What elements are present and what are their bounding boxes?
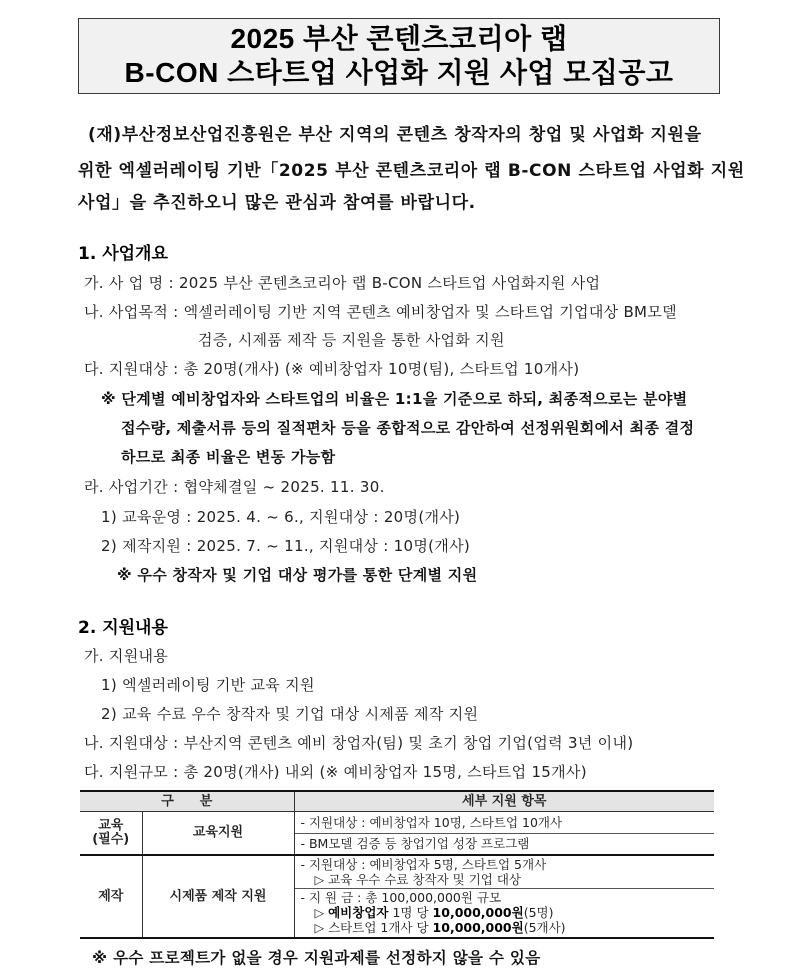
title-line-1: 2025 부산 콘텐츠코리아 랩: [230, 23, 568, 54]
category-education-line-1: 교육: [98, 817, 124, 833]
funding-prestartup-count: (5명): [523, 905, 554, 921]
funding-startup-count: (5개사): [523, 920, 566, 936]
category-production: 제작: [80, 855, 142, 938]
intro-line-1: (재)부산정보산업진흥원은 부산 지역의 콘텐츠 창작자의 창업 및 사업화 지원을: [88, 125, 702, 145]
ratio-note-line-3: 하므로 최종 비율은 변동 가능함: [121, 448, 336, 466]
business-name-label: 가. 사 업 명 :: [84, 274, 174, 292]
business-purpose-row: [84, 301, 677, 322]
ratio-note-line-2: 접수량, 제출서류 등의 질적편차 등을 종합적으로 감안하여 선정위원회에서 최종 결정: [121, 419, 695, 437]
support-content-item-2: 2) 교육 수료 우수 창작자 및 기업 대상 시제품 제작 지원: [101, 705, 479, 723]
category-education: [80, 812, 142, 855]
header-details: 세부 지원 항목: [294, 791, 714, 812]
funding-total-line: - 지 원 금 : 총 100,000,000원 규모: [300, 890, 502, 906]
detail-production-funding: [294, 889, 714, 938]
business-period-value: 협약체결일 ~ 2025. 11. 30.: [183, 478, 385, 496]
support-target-value: 총 20명(개사) (※ 예비창업자 10명(팀), 스타트업 10개사): [183, 360, 580, 378]
support-target-label: 다. 지원대상 :: [84, 360, 179, 378]
business-period-row: [84, 476, 385, 497]
funding-startup-line: [301, 920, 709, 935]
funding-prestartup-who: 예비창업자: [328, 905, 389, 921]
table-header-row: [80, 791, 714, 812]
intro-line-3: 사업」을 추진하오니 많은 관심과 참여를 바랍니다.: [78, 193, 476, 213]
funding-prestartup-amount: 10,000,000원: [432, 905, 524, 921]
business-purpose-label: 나. 사업목적 :: [84, 303, 179, 321]
period-step-production: 2) 제작지원 : 2025. 7. ~ 11., 지원대상 : 10명(개사): [101, 537, 471, 555]
detail-production-target-line: - 지원대상 : 예비창업자 5명, 스타트업 5개사: [300, 856, 547, 872]
support-content-label: 가. 지원내용: [84, 647, 169, 665]
detail-education-program: - BM모델 검증 등 창업기업 성장 프로그램: [294, 834, 714, 855]
detail-production-target-sub: ▷ 교육 우수 수료 창작자 및 기업 대상: [314, 871, 521, 887]
funding-prestartup-unit: 1명 당: [392, 905, 429, 921]
support-scale-line: 다. 지원규모 : 총 20명(개사) 내외 (※ 예비창업자 15명, 스타트업 15개사): [84, 763, 587, 781]
business-purpose-value: 엑셀러레이팅 기반 지역 콘텐츠 예비창업자 및 스타트업 기업대상 BM모델: [183, 303, 677, 321]
section-1-heading: 1. 사업개요: [78, 244, 168, 264]
triangle-bullet-icon: ▷: [314, 905, 325, 921]
support-details-table: [80, 790, 714, 939]
triangle-bullet-icon: ▷: [314, 920, 325, 936]
announcement-title-box: [78, 18, 720, 94]
table-row: [80, 812, 714, 834]
footer-note: ※ 우수 프로젝트가 없을 경우 지원과제를 선정하지 않을 수 있음: [92, 949, 541, 967]
period-note: ※ 우수 창작자 및 기업 대상 평가를 통한 단계별 지원: [117, 566, 478, 584]
intro-line-2: 위한 엑셀러레이팅 기반「2025 부산 콘텐츠코리아 랩 B-CON 스타트업 사업화 지원: [78, 161, 745, 181]
section-2-heading: 2. 지원내용: [78, 618, 168, 638]
business-name-value: 2025 부산 콘텐츠코리아 랩 B-CON 스타트업 사업화지원 사업: [178, 274, 601, 292]
detail-education-target: - 지원대상 : 예비창업자 10명, 스타트업 10개사: [294, 812, 714, 834]
funding-startup-amount: 10,000,000원: [432, 920, 524, 936]
funding-startup-who: 스타트업: [328, 920, 377, 936]
support-target-row: [84, 358, 579, 379]
period-step-education: 1) 교육운영 : 2025. 4. ~ 6., 지원대상 : 20명(개사): [101, 508, 461, 526]
support-target-line: 나. 지원대상 : 부산지역 콘텐츠 예비 창업자(팀) 및 초기 창업 기업(업력 3년 이내): [84, 734, 634, 752]
program-production: 시제품 제작 지원: [142, 855, 294, 938]
business-name-row: [84, 272, 600, 293]
title-line-2: B-CON 스타트업 사업화 지원 사업 모집공고: [124, 57, 674, 88]
header-category: 구 분: [80, 791, 294, 812]
support-content-item-1: 1) 엑셀러레이팅 기반 교육 지원: [101, 676, 315, 694]
detail-production-target: [294, 855, 714, 889]
ratio-note-line-1: ※ 단계별 예비창업자와 스타트업의 비율은 1:1을 기준으로 하되, 최종적으로는 분야별: [101, 390, 688, 408]
table-row: [80, 855, 714, 889]
program-education: 교육지원: [142, 812, 294, 855]
funding-prestartup-line: [301, 905, 709, 920]
category-education-line-2: (필수): [92, 831, 130, 847]
funding-startup-unit: 1개사 당: [380, 920, 429, 936]
business-period-label: 라. 사업기간 :: [84, 478, 179, 496]
business-purpose-continued: 검증, 시제품 제작 등 지원을 통한 사업화 지원: [198, 331, 505, 349]
